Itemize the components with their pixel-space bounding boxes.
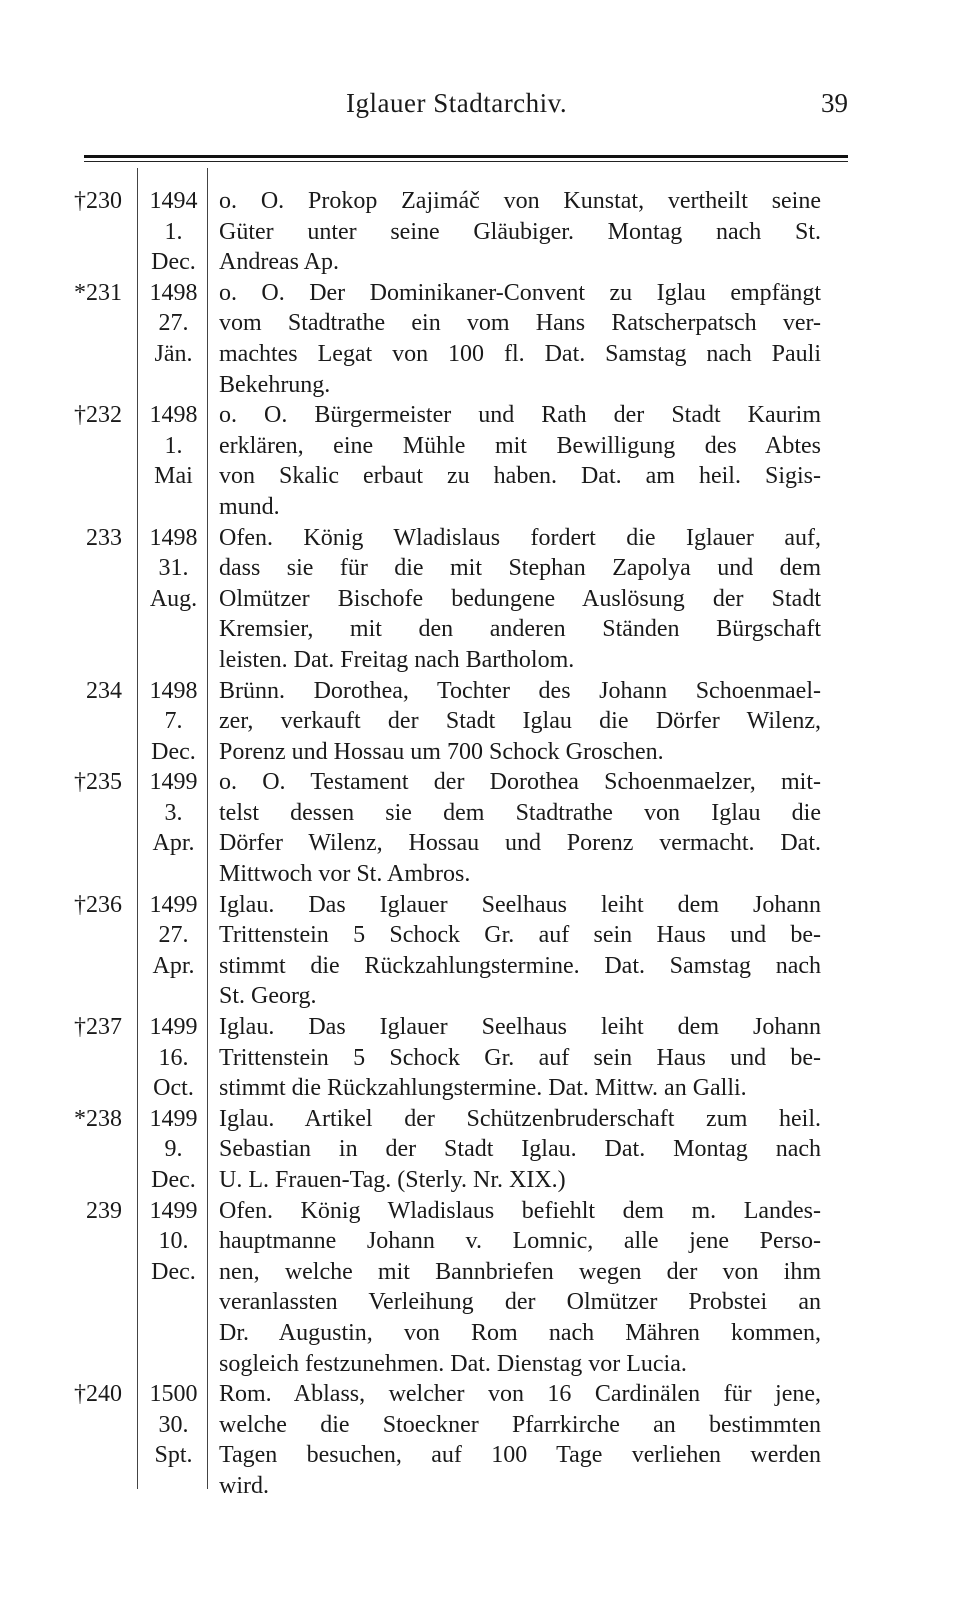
entry-text-line: Güter unter seine Gläubiger. Montag nach St. xyxy=(219,218,821,245)
entry-text-line: vom Stadtrathe ein vom Hans Ratscherpatsch ver- xyxy=(219,310,821,337)
entry-date-day: 9. xyxy=(164,1136,183,1163)
entry-date-month: Mai xyxy=(154,463,193,490)
page-number: 39 xyxy=(821,88,848,118)
entry-text-line: Dörfer Wilenz, Hossau und Porenz vermacht. Dat. xyxy=(219,830,821,857)
entry-number: †237 xyxy=(74,1014,122,1041)
entry-date-year: 1498 xyxy=(149,402,198,429)
entry-text-line: stimmt die Rückzahlungstermine. Dat. Mittw. an Galli. xyxy=(219,1075,747,1102)
entry-text-line: Tagen besuchen, auf 100 Tage verliehen werden xyxy=(219,1442,821,1469)
entry-date-year: 1494 xyxy=(149,188,198,214)
entry-text-line: Trittenstein 5 Schock Gr. auf sein Haus und be- xyxy=(219,1044,821,1071)
entry-text-line: Ofen. König Wladislaus befiehlt dem m. Landes- xyxy=(219,1197,821,1224)
entry-date-month: Dec. xyxy=(151,738,196,765)
entry-date-year: 1499 xyxy=(149,769,198,796)
entry-text-line: telst dessen sie dem Stadtrathe von Iglau die xyxy=(219,799,821,826)
entry-text-line: o. O. Der Dominikaner-Convent zu Iglau empfängt xyxy=(219,279,821,306)
entry-date-day: 10. xyxy=(158,1228,189,1255)
entry-number: †230 xyxy=(74,188,122,214)
entry-text-line: sogleich festzunehmen. Dat. Dienstag vor Lucia. xyxy=(219,1350,687,1377)
entry-number: †232 xyxy=(74,402,122,429)
register-entry xyxy=(0,186,960,278)
entry-text-line: Mittwoch vor St. Ambros. xyxy=(219,861,471,888)
running-title: Iglauer Stadtarchiv. xyxy=(346,88,568,118)
entry-text-line: Iglau. Das Iglauer Seelhaus leiht dem Johann xyxy=(219,891,821,918)
entry-text xyxy=(207,1104,821,1196)
entry-text-line: Trittenstein 5 Schock Gr. auf sein Haus und be- xyxy=(219,922,821,949)
entry-text-line: Ofen. König Wladislaus fordert die Iglauer auf, xyxy=(219,524,821,551)
entry-date xyxy=(124,767,207,889)
entry-text-line: o. O. Bürgermeister und Rath der Stadt Kaurim xyxy=(219,402,821,429)
entry-date-year: 1498 xyxy=(149,279,198,306)
entry-text-line: U. L. Frauen-Tag. (Sterly. Nr. XIX.) xyxy=(219,1167,566,1193)
entry-date-month: Apr. xyxy=(152,952,195,979)
entry-text-line: Porenz und Hossau um 700 Schock Groschen. xyxy=(219,738,664,765)
entry-date xyxy=(124,186,207,278)
entry-text-line: Olmützer Bischofe bedungene Auslösung der Stadt xyxy=(219,585,821,612)
entry-number: 234 xyxy=(86,677,122,704)
entry-date-day: 3. xyxy=(164,799,183,826)
entry-text-line: o. O. Testament der Dorothea Schoenmaelzer, mit- xyxy=(219,769,821,796)
entry-number: *238 xyxy=(74,1105,122,1132)
entry-date-day: 27. xyxy=(158,310,189,337)
entry-date-year: 1500 xyxy=(149,1381,198,1408)
entry-date xyxy=(124,1379,207,1501)
entry-text-line: welche die Stoeckner Pfarrkirche an bestimmten xyxy=(219,1411,821,1438)
register-entry xyxy=(0,1196,960,1380)
entry-text-line: dass sie für die mit Stephan Zapolya und dem xyxy=(219,555,821,582)
entry-number: 239 xyxy=(86,1197,122,1224)
register-entry xyxy=(0,767,960,889)
entry-number: †235 xyxy=(74,769,122,796)
entry-number: †236 xyxy=(74,891,122,918)
entry-text-line: Dr. Augustin, von Rom nach Mähren kommen, xyxy=(219,1319,821,1346)
register-entry xyxy=(0,400,960,522)
entry-text-line: nen, welche mit Bannbriefen wegen der von ihm xyxy=(219,1258,821,1285)
entry-text-line: o. O. Prokop Zajimáč von Kunstat, vertheilt seine xyxy=(219,188,821,214)
entry-number: *231 xyxy=(74,279,122,306)
register-entry xyxy=(0,1104,960,1196)
register-entries xyxy=(0,186,960,1502)
entry-text-line: Bekehrung. xyxy=(219,371,331,398)
entry-text-line: veranlassten Verleihung der Olmützer Probstei an xyxy=(219,1289,821,1316)
entry-date-month: Dec. xyxy=(151,1258,196,1285)
entry-date-month: Dec. xyxy=(151,249,196,276)
entry-date-day: 30. xyxy=(158,1411,189,1438)
register-entry xyxy=(0,890,960,1012)
entry-date-day: 1. xyxy=(164,432,183,459)
entry-date xyxy=(124,890,207,1012)
entry-date-day: 1. xyxy=(164,218,183,245)
entry-date xyxy=(124,1012,207,1104)
entry-date-day: 7. xyxy=(164,708,183,735)
entry-text-line: St. Georg. xyxy=(219,983,317,1010)
header-rule-thin xyxy=(84,161,848,162)
entry-date-day: 16. xyxy=(158,1044,189,1071)
entry-text xyxy=(207,1379,821,1501)
entry-date xyxy=(124,278,207,400)
entry-date-month: Spt. xyxy=(154,1442,193,1469)
entry-text xyxy=(207,278,821,400)
entry-date xyxy=(124,1196,207,1380)
entry-text-line: machtes Legat von 100 fl. Dat. Samstag nach Pauli xyxy=(219,340,821,367)
entry-text-line: erklären, eine Mühle mit Bewilligung des Abtes xyxy=(219,432,821,459)
entry-date xyxy=(124,1104,207,1196)
entry-text-line: hauptmanne Johann v. Lomnic, alle jene Perso- xyxy=(219,1228,821,1255)
entry-date-month: Aug. xyxy=(149,585,198,612)
entry-text-line: Rom. Ablass, welcher von 16 Cardinälen für jene, xyxy=(219,1381,821,1408)
register-entry xyxy=(0,278,960,400)
register-entry xyxy=(0,676,960,768)
register-entry xyxy=(0,523,960,676)
entry-number: 233 xyxy=(86,524,122,551)
entry-text-line: zer, verkauft der Stadt Iglau die Dörfer Wilenz, xyxy=(219,708,821,735)
entry-text-line: leisten. Dat. Freitag nach Bartholom. xyxy=(219,646,575,673)
entry-text-line: Iglau. Das Iglauer Seelhaus leiht dem Johann xyxy=(219,1014,821,1041)
entry-text xyxy=(207,523,821,676)
entry-date-year: 1499 xyxy=(149,1197,198,1224)
entry-text-line: stimmt die Rückzahlungstermine. Dat. Samstag nach xyxy=(219,952,821,979)
page-header xyxy=(0,88,960,128)
entry-text xyxy=(207,767,821,889)
entry-text xyxy=(207,1012,821,1104)
entry-date-month: Oct. xyxy=(153,1075,194,1102)
entry-text-line: mund. xyxy=(219,493,280,520)
entry-number: †240 xyxy=(74,1381,122,1408)
entry-text-line: von Skalic erbaut zu haben. Dat. am heil. Sigis- xyxy=(219,463,821,490)
entry-date xyxy=(124,400,207,522)
entry-date-day: 27. xyxy=(158,922,189,949)
entry-text xyxy=(207,1196,821,1380)
entry-text-line: Sebastian in der Stadt Iglau. Dat. Montag nach xyxy=(219,1136,821,1163)
register-entry xyxy=(0,1379,960,1501)
entry-text xyxy=(207,186,821,278)
register-entry xyxy=(0,1012,960,1104)
entry-text-line: Kremsier, mit den anderen Ständen Bürgschaft xyxy=(219,616,821,643)
entry-date-year: 1499 xyxy=(149,1014,198,1041)
entry-date-month: Jän. xyxy=(154,340,193,367)
entry-text xyxy=(207,676,821,768)
entry-date-year: 1498 xyxy=(149,524,198,551)
entry-date-month: Dec. xyxy=(151,1167,196,1193)
header-rule xyxy=(84,155,848,158)
entry-date-month: Apr. xyxy=(152,830,195,857)
entry-text xyxy=(207,400,821,522)
entry-text-line: Andreas Ap. xyxy=(219,249,339,276)
entry-text xyxy=(207,890,821,1012)
entry-date-day: 31. xyxy=(158,555,189,582)
entry-text-line: wird. xyxy=(219,1472,269,1499)
entry-date xyxy=(124,676,207,768)
entry-date-year: 1499 xyxy=(149,1105,198,1132)
entry-date-year: 1498 xyxy=(149,677,198,704)
entry-date xyxy=(124,523,207,676)
entry-text-line: Brünn. Dorothea, Tochter des Johann Schoenmael- xyxy=(219,677,821,704)
entry-date-year: 1499 xyxy=(149,891,198,918)
entry-text-line: Iglau. Artikel der Schützenbruderschaft zum heil. xyxy=(219,1105,821,1132)
